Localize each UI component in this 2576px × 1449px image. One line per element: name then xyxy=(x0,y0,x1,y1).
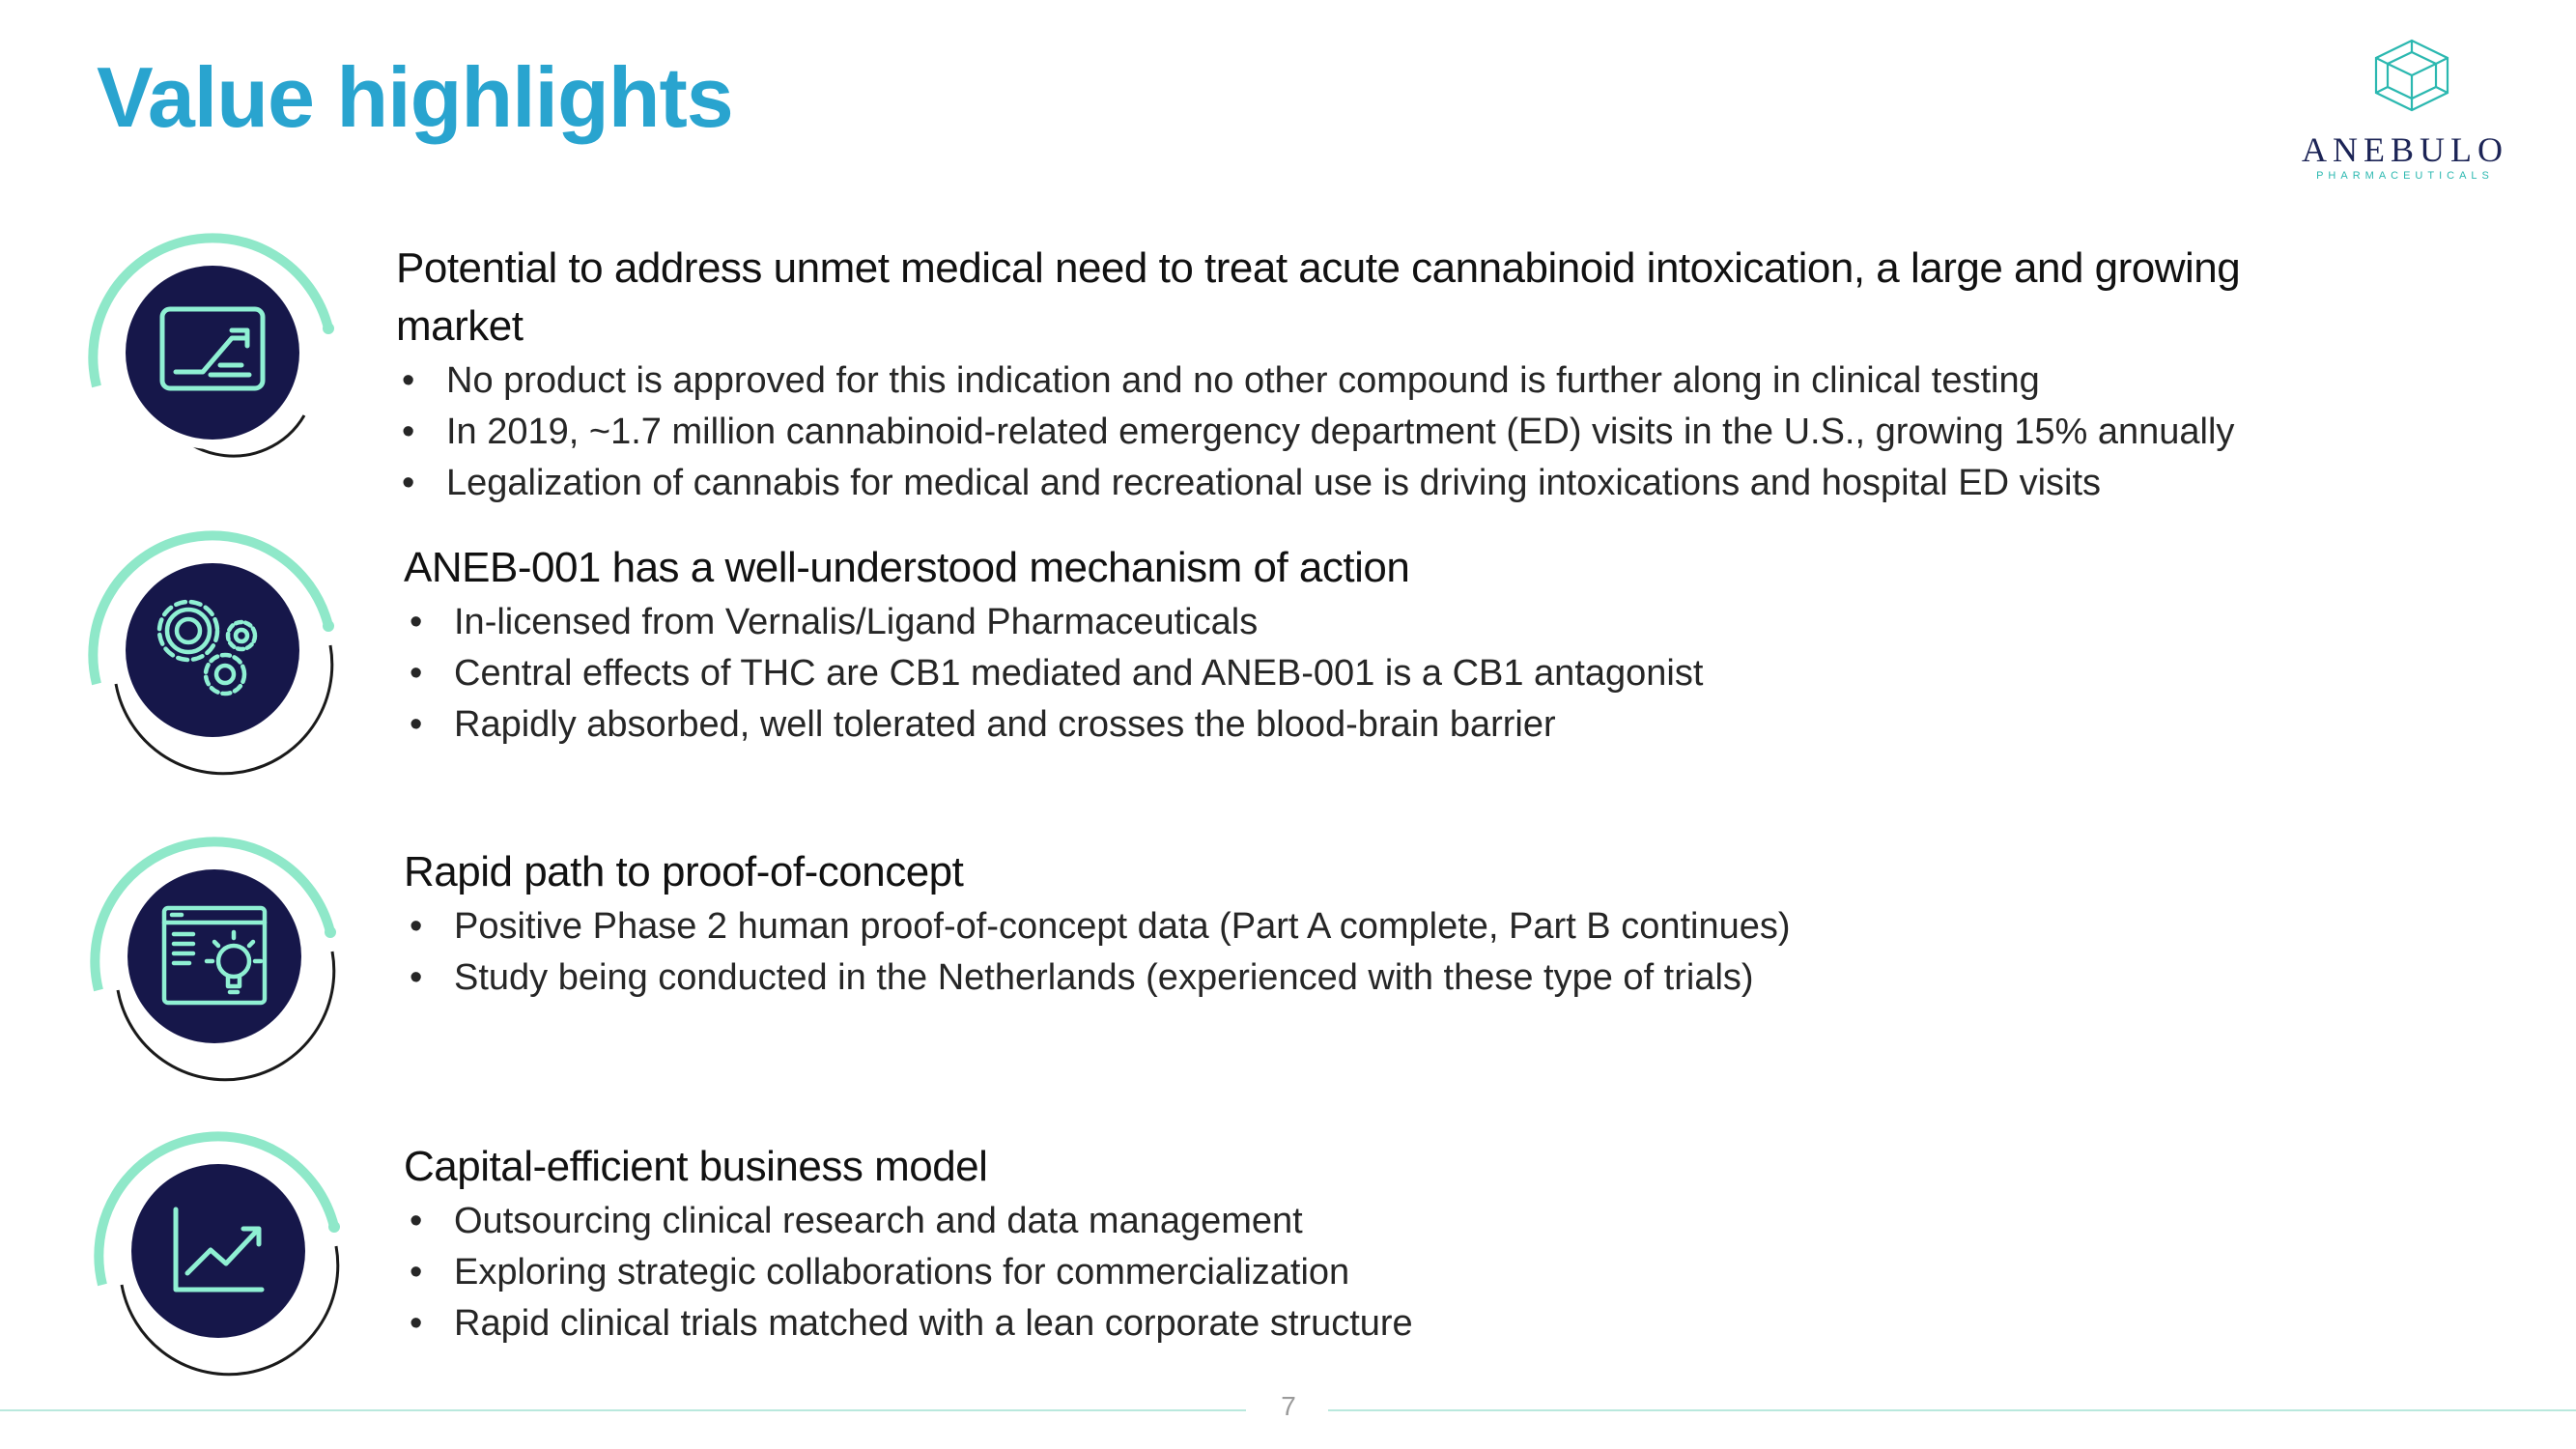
list-item: • Central effects of THC are CB1 mediated and ANEB-001 is a CB1 antagonist xyxy=(410,653,1704,694)
logo-subtitle: PHARMACEUTICALS xyxy=(2316,170,2494,182)
section-1-icon xyxy=(87,232,338,483)
list-item: • Positive Phase 2 human proof-of-concept data (Part A complete, Part B continues) xyxy=(410,906,1791,947)
company-logo xyxy=(2289,37,2521,191)
section-business-model xyxy=(404,1138,2480,1350)
footer-divider-right xyxy=(1328,1409,2576,1411)
section-heading: Capital-efficient business model xyxy=(404,1143,988,1190)
section-2-icon xyxy=(87,529,338,781)
list-item: • In 2019, ~1.7 million cannabinoid-related emergency department (ED) visits in the U.S., growing 15% annually xyxy=(402,412,2235,452)
list-item: • Rapid clinical trials matched with a lean corporate structure xyxy=(410,1303,1413,1344)
bullet-list xyxy=(404,901,2480,1004)
section-unmet-need xyxy=(396,240,2521,509)
section-mechanism xyxy=(404,539,2480,751)
bullet-list xyxy=(404,597,2480,751)
list-item: • Study being conducted in the Netherlands (experienced with these type of trials) xyxy=(410,957,1754,998)
section-4-icon xyxy=(93,1130,344,1381)
page-number: 7 xyxy=(1281,1391,1296,1421)
footer-divider-left xyxy=(0,1409,1246,1411)
list-item: • Outsourcing clinical research and data management xyxy=(410,1201,1303,1241)
list-item: • Legalization of cannabis for medical and recreational use is driving intoxications and hospital ED visits xyxy=(402,463,2102,503)
list-item: • Exploring strategic collaborations for commercialization xyxy=(410,1252,1350,1293)
section-heading: Potential to address unmet medical need to treat acute cannabinoid intoxication, a large and growing xyxy=(396,244,2241,292)
bullet-list xyxy=(396,355,2521,509)
list-item: • No product is approved for this indication and no other compound is further along in clinical testing xyxy=(402,360,2040,401)
logo-name: ANEBULO xyxy=(2302,130,2508,169)
list-item: • Rapidly absorbed, well tolerated and crosses the blood-brain barrier xyxy=(410,704,1556,745)
section-heading: ANEB-001 has a well-understood mechanism of action xyxy=(404,544,1410,591)
page-title: Value highlights xyxy=(97,49,733,145)
section-3-icon xyxy=(89,836,340,1087)
section-heading: Rapid path to proof-of-concept xyxy=(404,848,964,895)
section-proof-of-concept xyxy=(404,843,2480,1004)
hexagon-logo-icon xyxy=(2368,37,2455,114)
list-item: • In-licensed from Vernalis/Ligand Pharmaceuticals xyxy=(410,602,1259,642)
section-heading-cont: market xyxy=(396,302,524,350)
bullet-list xyxy=(404,1196,2480,1350)
